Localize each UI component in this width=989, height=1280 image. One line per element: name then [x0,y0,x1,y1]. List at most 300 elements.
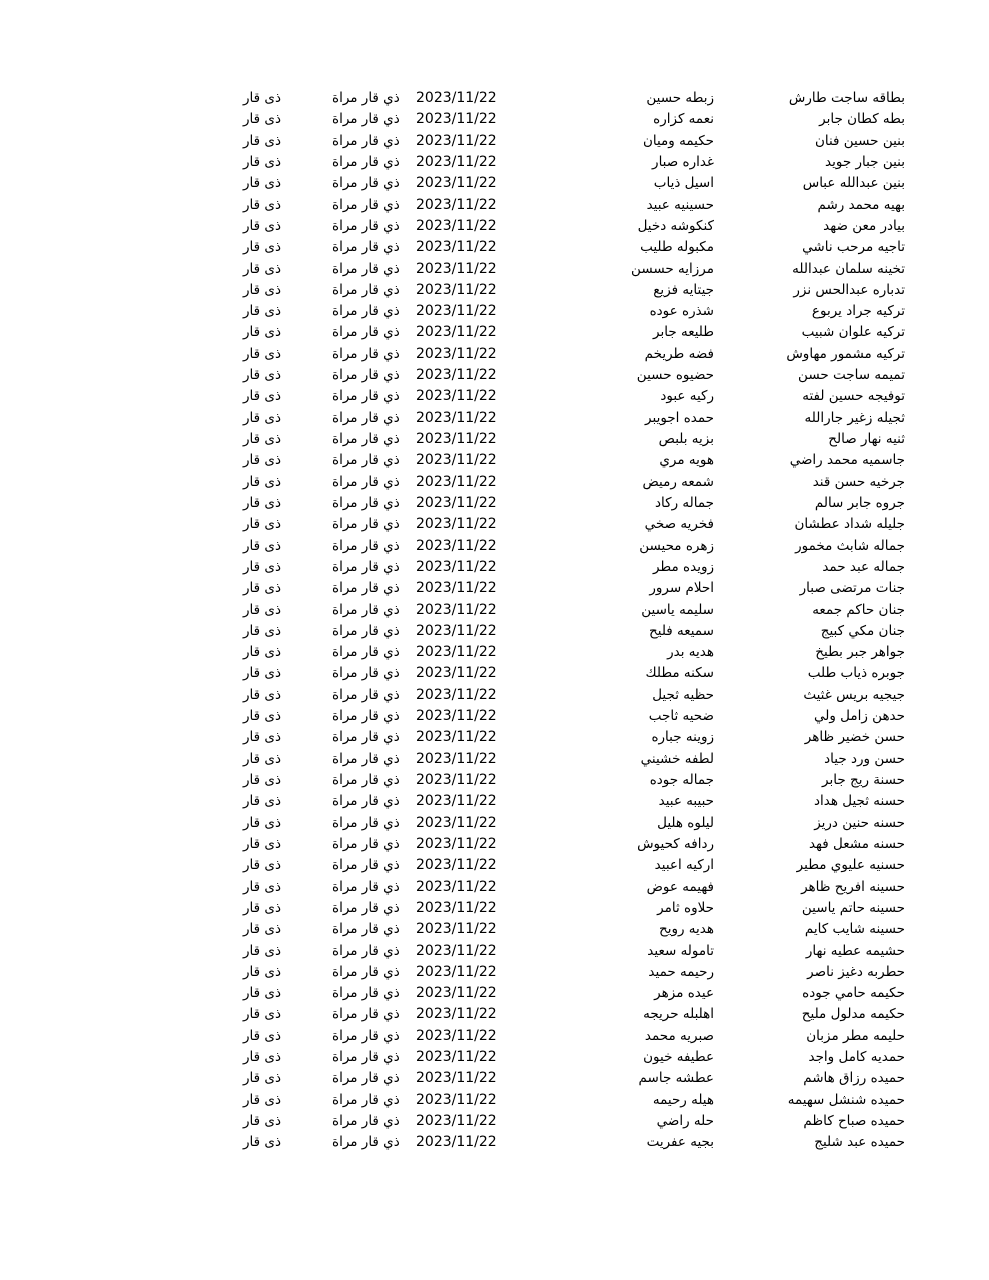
province-label: ذي قار مراة [332,345,400,362]
date: 2023/11/22 [416,1113,497,1129]
province-label: ذي قار مراة [332,814,400,831]
mother-name: ليلوه هليل [657,814,714,831]
city-label: ذى قار [243,1027,281,1044]
province-label: ذي قار مراة [332,90,400,106]
table-row [0,791,989,812]
table-row [0,408,989,429]
person-name: تاجيه مرحب ناشي [802,239,905,256]
person-name: جنات مرتضى صبار [799,580,905,597]
person-name: حطربه دغيز ناصر [807,963,905,980]
mother-name: عطيفه خيون [643,1049,714,1066]
table-row [0,706,989,727]
province-label: ذي قار مراة [332,1134,400,1151]
province-label: ذي قار مراة [332,1113,400,1129]
table-row [0,1068,989,1089]
province-label: ذي قار مراة [332,942,400,959]
table-row [0,173,989,194]
date: 2023/11/22 [416,985,497,1002]
person-name: بيادر معن ضهد [823,217,905,234]
mother-name: هديه رويح [658,921,714,938]
date: 2023/11/22 [416,494,497,511]
date: 2023/11/22 [416,153,497,170]
mother-name: غداره صبار [652,153,714,170]
province-label: ذي قار مراة [332,878,400,895]
person-name: بنين جبار جويد [825,153,905,170]
table-row [0,365,989,386]
city-label: ذى قار [243,324,281,341]
table-row [0,429,989,450]
mother-name: حله راضي [656,1113,714,1129]
province-label: ذي قار مراة [332,729,400,746]
table-row [0,983,989,1004]
date: 2023/11/22 [416,963,497,980]
table-row [0,962,989,983]
mother-name: سكنه مطلك [645,665,714,682]
city-label: ذى قار [243,750,281,767]
city-label: ذى قار [243,388,281,405]
province-label: ذي قار مراة [332,750,400,767]
table-row [0,301,989,322]
mother-name: فهيمه عوض [646,878,714,895]
date: 2023/11/22 [416,622,497,639]
city-label: ذى قار [243,793,281,810]
city-label: ذى قار [243,665,281,682]
date: 2023/11/22 [416,175,497,192]
person-name: حميده صباح كاظم [803,1113,905,1129]
mother-name: حمده اجويبر [645,409,714,426]
province-label: ذي قار مراة [332,1091,400,1108]
city-label: ذى قار [243,452,281,469]
city-label: ذى قار [243,90,281,106]
mother-name: طليعه جابر [653,324,714,341]
city-label: ذى قار [243,729,281,746]
table-row [0,898,989,919]
table-row [0,514,989,535]
mother-name: هديه بدر [667,644,714,661]
mother-name: بزيه بلبص [658,431,714,447]
date: 2023/11/22 [416,516,497,533]
table-row [0,600,989,621]
province-label: ذي قار مراة [332,260,400,277]
province-label: ذي قار مراة [332,899,400,916]
table-row [0,1132,989,1153]
province-label: ذي قار مراة [332,665,400,682]
date: 2023/11/22 [416,1134,497,1151]
date: 2023/11/22 [416,303,497,320]
city-label: ذى قار [243,367,281,384]
date: 2023/11/22 [416,217,497,234]
province-label: ذي قار مراة [332,494,400,511]
mother-name: هويه مري [659,452,714,469]
table-row [0,450,989,471]
table-row [0,642,989,663]
date: 2023/11/22 [416,1006,497,1023]
person-name: حسنة ريج جابر [822,772,905,788]
province-label: ذي قار مراة [332,196,400,213]
mother-name: حلاوه ثامر [657,899,714,916]
person-name: تركيه مشمور مهاوش [786,345,905,362]
province-label: ذي قار مراة [332,1006,400,1023]
date: 2023/11/22 [416,729,497,746]
mother-name: اهلبله حريجه [643,1006,714,1023]
date: 2023/11/22 [416,899,497,916]
table-row [0,919,989,940]
city-label: ذى قار [243,878,281,895]
table-row [0,344,989,365]
mother-name: اسيل ذياب [653,175,714,192]
date: 2023/11/22 [416,686,497,703]
province-label: ذي قار مراة [332,601,400,618]
person-name: جماله عبد حمد [822,558,905,575]
date: 2023/11/22 [416,409,497,426]
city-label: ذى قار [243,1091,281,1108]
mother-name: حسينيه عبيد [646,196,714,213]
city-label: ذى قار [243,644,281,661]
province-label: ذي قار مراة [332,686,400,703]
city-label: ذى قار [243,921,281,938]
date: 2023/11/22 [416,580,497,597]
person-name: تميمه ساجت حسن [798,367,905,384]
table-row [0,1004,989,1025]
table-row [0,280,989,301]
person-name: حشيمه عطيه نهار [805,942,905,959]
city-label: ذى قار [243,175,281,192]
mother-name: عطشه جاسم [638,1070,714,1087]
province-label: ذي قار مراة [332,537,400,554]
date: 2023/11/22 [416,942,497,959]
table-row [0,1090,989,1111]
table-row [0,1047,989,1068]
date: 2023/11/22 [416,665,497,682]
date: 2023/11/22 [416,601,497,618]
city-label: ذى قار [243,814,281,831]
province-label: ذي قار مراة [332,644,400,661]
date: 2023/11/22 [416,537,497,554]
mother-name: فضه طريخم [644,345,714,362]
date: 2023/11/22 [416,857,497,874]
province-label: ذي قار مراة [332,388,400,405]
person-name: حميده رزاق هاشم [803,1070,905,1087]
province-label: ذي قار مراة [332,921,400,938]
city-label: ذى قار [243,132,281,149]
table-row [0,131,989,152]
mother-name: ردافه كحيوش [637,835,714,852]
city-label: ذى قار [243,217,281,234]
city-label: ذى قار [243,431,281,447]
city-label: ذى قار [243,153,281,170]
mother-name: صبريه محمد [644,1027,714,1044]
date: 2023/11/22 [416,431,497,447]
city-label: ذى قار [243,622,281,639]
person-name: جروه جابر سالم [814,494,905,511]
table-row [0,770,989,791]
table-row [0,855,989,876]
city-label: ذى قار [243,985,281,1002]
table-row [0,834,989,855]
city-label: ذى قار [243,494,281,511]
table-row [0,109,989,130]
table-row [0,493,989,514]
table-row [0,88,989,109]
person-name: حسينه شايب كايم [804,921,905,938]
province-label: ذي قار مراة [332,1070,400,1087]
table-row [0,749,989,770]
mother-name: فخريه صخي [644,516,714,533]
province-label: ذي قار مراة [332,708,400,725]
city-label: ذى قار [243,1049,281,1066]
date: 2023/11/22 [416,835,497,852]
province-label: ذي قار مراة [332,153,400,170]
city-label: ذى قار [243,835,281,852]
mother-name: اركيه اعبيد [654,857,714,874]
province-label: ذي قار مراة [332,1027,400,1044]
province-label: ذي قار مراة [332,409,400,426]
person-name: حسينه افريح ظاهر [801,878,905,895]
province-label: ذي قار مراة [332,580,400,597]
person-name: حمديه كامل واجد [808,1049,905,1066]
table-row [0,727,989,748]
mother-name: جماله ركاد [655,494,714,511]
date: 2023/11/22 [416,644,497,661]
mother-name: حبيبه عبيد [658,793,714,810]
province-label: ذي قار مراة [332,516,400,533]
person-name: حسنه ثجيل هداد [813,793,905,810]
table-row [0,237,989,258]
table-row [0,1026,989,1047]
person-name: حسنه حنين دريز [814,814,905,831]
province-label: ذي قار مراة [332,857,400,874]
province-label: ذي قار مراة [332,1049,400,1066]
mother-name: زوينه جباره [651,729,714,746]
person-name: بنين عبدالله عباس [802,175,905,192]
province-label: ذي قار مراة [332,431,400,447]
person-name: جوبره ذياب طلب [807,665,905,682]
table-row [0,813,989,834]
city-label: ذى قار [243,537,281,554]
mother-name: تاموله سعيد [647,942,714,959]
province-label: ذي قار مراة [332,303,400,320]
mother-name: عيده مزهر [654,985,714,1002]
city-label: ذى قار [243,1113,281,1129]
table-row [0,322,989,343]
table-row [0,1111,989,1132]
person-name: بطاقه ساجت طارش [788,90,905,106]
mother-name: ضحيه ثاجب [648,708,714,725]
province-label: ذي قار مراة [332,772,400,788]
province-label: ذي قار مراة [332,217,400,234]
city-label: ذى قار [243,239,281,256]
person-name: جماله شابث مخمور [795,537,905,554]
province-label: ذي قار مراة [332,622,400,639]
city-label: ذى قار [243,857,281,874]
person-name: حميده شنشل سهيمه [787,1091,905,1108]
date: 2023/11/22 [416,367,497,384]
date: 2023/11/22 [416,1027,497,1044]
mother-name: شمعه رميض [642,473,714,490]
person-name: بنين حسين فنان [814,132,905,149]
person-name: توفيجه حسين لفته [802,388,905,405]
table-row [0,685,989,706]
person-name: تخينه سلمان عبدالله [792,260,905,277]
person-name: جنان مكي كبيج [820,622,905,639]
date: 2023/11/22 [416,132,497,149]
mother-name: شذره عوده [649,303,714,320]
province-label: ذي قار مراة [332,111,400,128]
mother-name: مكبوله طليب [640,239,714,256]
table-row [0,195,989,216]
person-name: حسينه حاتم ياسين [801,899,905,916]
person-name: جرخيه حسن قند [812,473,905,490]
city-label: ذى قار [243,1070,281,1087]
person-name: حسنه مشعل فهد [808,835,905,852]
date: 2023/11/22 [416,1091,497,1108]
person-name: تدباره عبدالحس نزر [793,281,905,298]
province-label: ذي قار مراة [332,452,400,469]
date: 2023/11/22 [416,793,497,810]
person-name: حكيمه حامي جوده [802,985,905,1002]
person-name: حكيمه مدلول مليح [801,1006,905,1023]
mother-name: كنكوشه دخيل [637,217,714,234]
person-name: بهيه محمد رشم [817,196,905,213]
city-label: ذى قار [243,601,281,618]
person-name: جنان حاكم جمعه [812,601,905,618]
city-label: ذى قار [243,558,281,575]
mother-name: هيله رحيمه [652,1091,714,1108]
date: 2023/11/22 [416,345,497,362]
mother-name: زبطه حسين [646,90,714,106]
table-row [0,386,989,407]
city-label: ذى قار [243,580,281,597]
city-label: ذى قار [243,409,281,426]
date: 2023/11/22 [416,324,497,341]
province-label: ذي قار مراة [332,324,400,341]
mother-name: حكيمه وميان [642,132,714,149]
person-name: تركيه جراد يربوع [811,303,905,320]
date: 2023/11/22 [416,878,497,895]
person-name: ثجيله زغير جارالله [804,409,905,426]
date: 2023/11/22 [416,260,497,277]
mother-name: رحيمه حميد [648,963,714,980]
date: 2023/11/22 [416,814,497,831]
date: 2023/11/22 [416,708,497,725]
person-name: جواهر جبر بطيخ [815,644,905,661]
city-label: ذى قار [243,686,281,703]
city-label: ذى قار [243,303,281,320]
city-label: ذى قار [243,899,281,916]
city-label: ذى قار [243,473,281,490]
table-row [0,621,989,642]
mother-name: حضيوه حسين [636,367,714,384]
province-label: ذي قار مراة [332,793,400,810]
city-label: ذى قار [243,260,281,277]
province-label: ذي قار مراة [332,473,400,490]
province-label: ذي قار مراة [332,558,400,575]
city-label: ذى قار [243,942,281,959]
person-name: جليله شداد عطشان [794,516,905,533]
mother-name: سميعه فليح [649,622,714,639]
province-label: ذي قار مراة [332,963,400,980]
person-name: حميده عبد شليج [814,1134,905,1151]
person-name: حسن خضير ظاهر [804,729,905,746]
date: 2023/11/22 [416,90,497,106]
date: 2023/11/22 [416,921,497,938]
table-row [0,216,989,237]
table-row [0,877,989,898]
city-label: ذى قار [243,516,281,533]
province-label: ذي قار مراة [332,239,400,256]
mother-name: جيتايه فزيع [653,281,714,298]
date: 2023/11/22 [416,1049,497,1066]
records-table [0,88,989,1154]
city-label: ذى قار [243,963,281,980]
mother-name: زهره محيسن [639,537,714,554]
person-name: ثنيه نهار صالح [828,431,905,447]
province-label: ذي قار مراة [332,132,400,149]
city-label: ذى قار [243,111,281,128]
date: 2023/11/22 [416,196,497,213]
province-label: ذي قار مراة [332,367,400,384]
mother-name: سليمه ياسين [641,601,714,618]
table-row [0,663,989,684]
person-name: تركيه علوان شبيب [801,324,905,341]
person-name: بطه كطان جابر [819,111,905,128]
city-label: ذى قار [243,1134,281,1151]
city-label: ذى قار [243,708,281,725]
table-row [0,472,989,493]
table-row [0,557,989,578]
date: 2023/11/22 [416,473,497,490]
mother-name: نعمه كزاره [653,111,714,128]
province-label: ذي قار مراة [332,281,400,298]
person-name: جيجيه بريس غثيث [803,686,905,703]
province-label: ذي قار مراة [332,175,400,192]
mother-name: زويده مطر [652,558,714,575]
city-label: ذى قار [243,196,281,213]
mother-name: احلام سرور [649,580,714,597]
mother-name: ركيه عبود [660,388,714,405]
date: 2023/11/22 [416,452,497,469]
table-row [0,941,989,962]
table-row [0,259,989,280]
table-row [0,578,989,599]
province-label: ذي قار مراة [332,985,400,1002]
table-row [0,152,989,173]
person-name: حسنيه عليوي مطير [796,857,905,874]
city-label: ذى قار [243,345,281,362]
mother-name: بجيه عفريت [646,1134,714,1151]
person-name: حدهن زامل ولي [813,708,905,725]
city-label: ذى قار [243,1006,281,1023]
table-row [0,536,989,557]
person-name: حسن ورد جياد [824,750,905,767]
person-name: جاسميه محمد راضي [789,452,905,469]
date: 2023/11/22 [416,772,497,788]
city-label: ذى قار [243,281,281,298]
date: 2023/11/22 [416,281,497,298]
mother-name: مرزايه حسسن [631,260,714,277]
date: 2023/11/22 [416,388,497,405]
date: 2023/11/22 [416,239,497,256]
mother-name: حظيه ثجيل [652,686,714,703]
mother-name: لطفه خشيني [640,750,714,767]
date: 2023/11/22 [416,558,497,575]
mother-name: جماله جوده [649,772,714,788]
city-label: ذى قار [243,772,281,788]
date: 2023/11/22 [416,1070,497,1087]
date: 2023/11/22 [416,750,497,767]
person-name: حليمه مطر مزبان [806,1027,905,1044]
province-label: ذي قار مراة [332,835,400,852]
